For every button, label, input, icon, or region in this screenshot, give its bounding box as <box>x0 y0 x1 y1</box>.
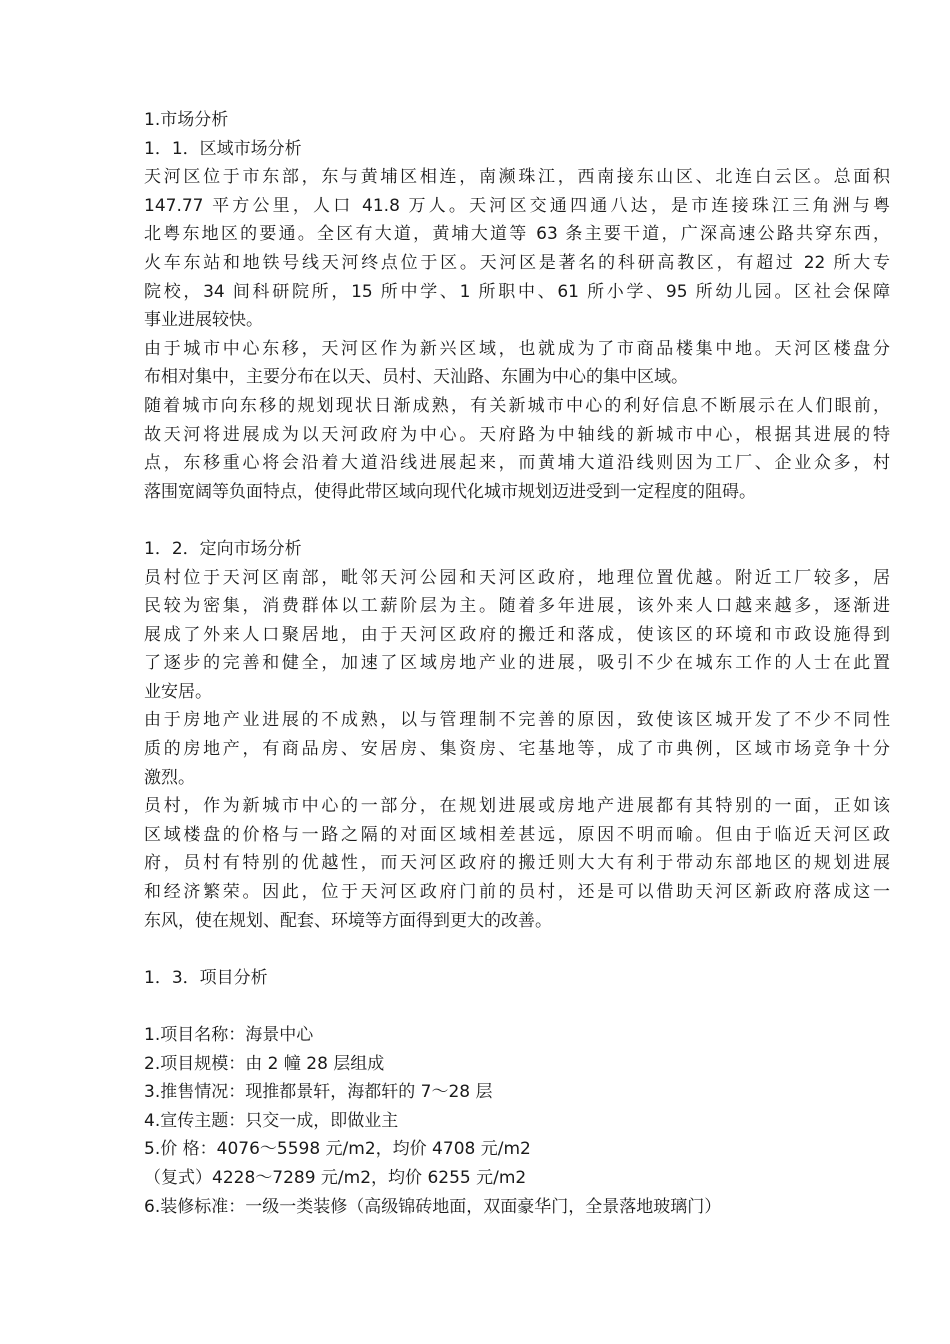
text-line: 激烈。 <box>144 767 195 788</box>
text-line: 火车东站和地铁号线天河终点位于区。天河区是著名的科研高教区，有超过 22 所大专 <box>144 252 890 273</box>
heading-market-analysis: 1.市场分析 <box>144 110 229 130</box>
text-line: 由于城市中心东移，天河区作为新兴区域，也就成为了市商品楼集中地。天河区楼盘分 <box>144 338 890 359</box>
text-line: 和经济繁荣。因此，位于天河区政府门前的员村，还是可以借助天河区新政府落成这一 <box>144 882 890 903</box>
text-line: 院校，34 间科研院所，15 所中学、1 所职中、61 所小学、95 所幼儿园。区社会保障 <box>144 281 890 302</box>
text-line: 随着城市向东移的规划现状日渐成熟，有关新城市中心的利好信息不断展示在人们眼前， <box>144 395 890 416</box>
text-line: 区域楼盘的价格与一路之隔的对面区域相差甚远，原因不明而喻。但由于临近天河区政 <box>144 824 890 845</box>
text-line: 北粤东地区的要通。全区有大道，黄埔大道等 63 条主要干道，广深高速公路共穿东西， <box>144 224 890 245</box>
text-line: 员村，作为新城市中心的一部分，在规划进展或房地产进展都有其特别的一面，正如该 <box>144 796 890 817</box>
paragraph-real-estate-immaturity <box>144 706 890 792</box>
paragraph-city-center-shift <box>144 335 890 392</box>
text-line: 天河区位于市东部，东与黄埔区相连，南濒珠江，西南接东山区、北连白云区。总面积 <box>144 167 890 188</box>
paragraph-new-city-center <box>144 392 890 506</box>
text-line: 布相对集中，主要分布在以天、员村、天汕路、东圃为中心的集中区域。 <box>144 367 688 388</box>
text-line: 147.77 平方公里，人口 41.8 万人。天河区交通四通八达，是市连接珠江三角洲与粤 <box>144 195 890 216</box>
decoration-standard-item: 6.装修标准：一级一类装修（高级锦砖地面，双面豪华门，全景落地玻璃门） <box>144 1196 722 1217</box>
duplex-price-item: （复式）4228～7289 元/m2，均价 6255 元/m2 <box>144 1167 527 1188</box>
text-line: 故天河将进展成为以天河政府为中心。天府路为中轴线的新城市中心，根据其进展的特 <box>144 424 890 445</box>
text-line: 东风，使在规划、配套、环境等方面得到更大的改善。 <box>144 910 552 931</box>
section-project-analysis <box>144 964 890 1221</box>
section-targeted-market <box>144 535 890 935</box>
paragraph-yuancun-location <box>144 564 890 707</box>
heading-project-analysis: 1．3．项目分析 <box>144 967 268 988</box>
text-line: 了逐步的完善和健全，加速了区域房地产业的进展，吸引不少在城东工作的人士在此置 <box>144 653 890 674</box>
project-scale-item: 2.项目规模：由 2 幢 28 层组成 <box>144 1053 385 1074</box>
paragraph-tianhe-overview <box>144 163 890 335</box>
price-item: 5.价 格：4076～5598 元/m2，均价 4708 元/m2 <box>144 1139 531 1160</box>
text-line: 府，员村有特别的优越性，而天河区政府的搬迁则大大有利于带动东部地区的规划进展 <box>144 853 890 874</box>
heading-targeted-market: 1．2．定向市场分析 <box>144 538 302 559</box>
document-page <box>144 106 890 1221</box>
text-line: 民较为密集，消费群体以工薪阶层为主。随着多年进展，该外来人口越来越多，逐渐进 <box>144 596 890 617</box>
text-line: 质的房地产，有商品房、安居房、集资房、宅基地等，成了市典例，区域市场竞争十分 <box>144 739 890 760</box>
project-details-list <box>144 1021 890 1221</box>
text-line: 展成了外来人口聚居地，由于天河区政府的搬迁和落成，使该区的环境和市政设施得到 <box>144 624 890 645</box>
project-name-item: 1.项目名称：海景中心 <box>144 1025 314 1045</box>
text-line: 落围宽阔等负面特点，使得此带区域向现代化城市规划迈进受到一定程度的阻碍。 <box>144 481 756 502</box>
paragraph-yuancun-advantages <box>144 792 890 935</box>
blank-line <box>144 992 890 1021</box>
promotion-theme-item: 4.宣传主题：只交一成，即做业主 <box>144 1110 399 1131</box>
text-line: 员村位于天河区南部，毗邻天河公园和天河区政府，地理位置优越。附近工厂较多，居 <box>144 567 890 588</box>
sales-status-item: 3.推售情况：现推都景轩，海都轩的 7～28 层 <box>144 1082 493 1103</box>
text-line: 事业进展较快。 <box>144 310 263 331</box>
section-regional-market <box>144 135 890 507</box>
blank-line <box>144 506 890 535</box>
text-line: 由于房地产业进展的不成熟，以与管理制不完善的原因，致使该区城开发了不少不同性 <box>144 710 890 731</box>
text-line: 点，东移重心将会沿着大道沿线进展起来，而黄埔大道沿线则因为工厂、企业众多，村 <box>144 453 890 474</box>
text-line: 业安居。 <box>144 681 212 702</box>
blank-line <box>144 935 890 964</box>
heading-regional-market: 1．1．区域市场分析 <box>144 138 302 159</box>
